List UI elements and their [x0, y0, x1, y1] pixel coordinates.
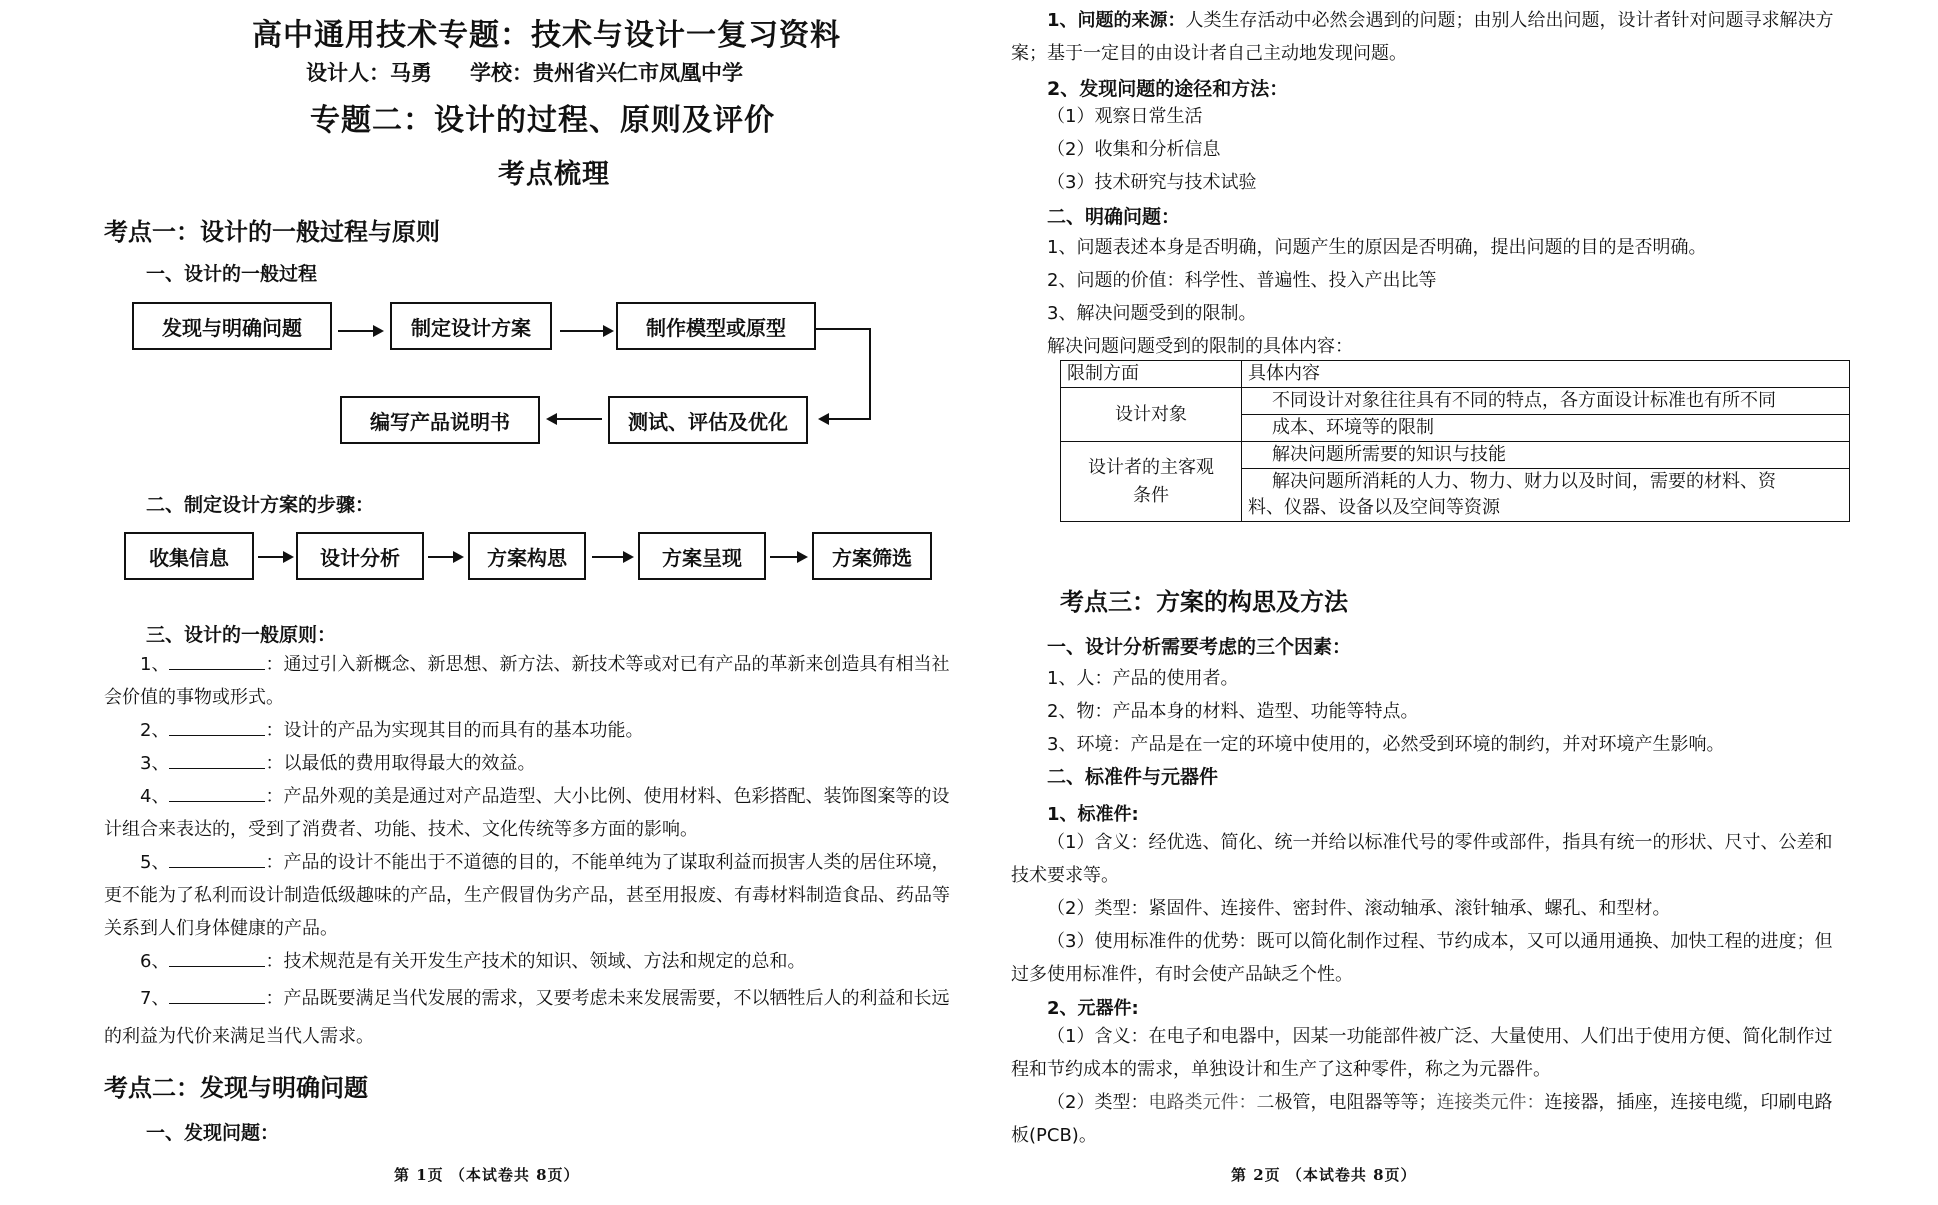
table-header-cell: 具体内容 — [1242, 361, 1850, 388]
step-box-label: 方案筛选 — [832, 545, 912, 570]
fill-blank[interactable] — [169, 651, 265, 670]
principle-number: 6、 — [140, 951, 170, 972]
topic-title: 专题二：设计的过程、原则及评价 — [310, 103, 775, 138]
factor-item: 2、物：产品本身的材料、造型、功能等特点。 — [1047, 701, 1419, 722]
process-box-manual — [340, 396, 540, 444]
fill-blank[interactable] — [169, 717, 265, 736]
principle-5 — [104, 846, 950, 945]
principle-text: ：通过引入新概念、新思想、新方法、新技术等或对已有产品的革新来创造具有相当社会价值的事物或形式。 — [104, 654, 950, 708]
school: 学校：贵州省兴仁市凤凰中学 — [470, 60, 743, 85]
process-box-label: 制作模型或原型 — [646, 315, 786, 340]
table-row — [1061, 442, 1850, 469]
step-box-select — [812, 532, 932, 580]
steps-heading: 二、制定设计方案的步骤： — [146, 494, 375, 516]
principle-text: ：设计的产品为实现其目的而具有的基本功能。 — [265, 720, 644, 741]
ways-heading: 2、发现问题的途径和方法： — [1047, 78, 1289, 100]
table-header-cell: 限制方面 — [1061, 361, 1242, 388]
summary-heading: 考点梳理 — [498, 159, 610, 190]
arrow-right-icon — [560, 330, 612, 332]
problem-source — [1011, 4, 1841, 70]
source-text: 人类生存活动中必然会遇到的问题；由别人给出问题，设计者针对问题寻求解决方案；基于一定目的由设计者自己主动地发现问题。 — [1011, 10, 1834, 64]
principle-6 — [104, 945, 950, 978]
process-box-label: 编写产品说明书 — [370, 409, 510, 434]
process-box-label: 制定设计方案 — [411, 315, 531, 340]
table-cell: 解决问题所需要的知识与技能 — [1242, 442, 1850, 469]
principle-number: 7、 — [140, 988, 170, 1009]
principle-number: 3、 — [140, 753, 170, 774]
step-box-analysis — [296, 532, 424, 580]
principle-1 — [104, 648, 950, 714]
principles-heading: 三、设计的一般原则： — [146, 624, 337, 646]
factors-heading: 一、设计分析需要考虑的三个因素： — [1047, 636, 1352, 658]
table-cell: 设计对象 — [1061, 388, 1242, 442]
step-box-label: 方案呈现 — [662, 545, 742, 570]
principle-2 — [104, 714, 950, 747]
process-box-plan — [390, 302, 552, 350]
fill-blank[interactable] — [169, 750, 265, 769]
arrow-right-icon — [338, 330, 382, 332]
table-cell-line: 设计者的主客观 — [1088, 456, 1214, 478]
factor-item: 1、人：产品的使用者。 — [1047, 668, 1239, 689]
std-meaning: （1）含义：经优选、简化、统一并给以标准代号的零件或部件，指具有统一的形状、尺寸、公差和技术要求等。 — [1011, 832, 1833, 886]
principle-number: 4、 — [140, 786, 170, 807]
table-row — [1061, 388, 1850, 415]
discover-heading: 一、发现问题： — [146, 1122, 280, 1144]
step-box-label: 方案构思 — [487, 545, 567, 570]
arrow-right-icon — [770, 556, 806, 558]
principle-text: ：以最低的费用取得最大的效益。 — [265, 753, 536, 774]
table-cell: 成本、环境等的限制 — [1242, 415, 1850, 442]
comp-types-connect-label: 连接类元件： — [1436, 1092, 1545, 1113]
step-box-concept — [468, 532, 586, 580]
principle-text: ：产品既要满足当代发展的需求，又要考虑未来发展需要，不以牺牲后人的利益和长远的利益为代价来满足当代人需求。 — [104, 988, 950, 1047]
table-row — [1061, 361, 1850, 388]
kp3-heading: 考点三：方案的构思及方法 — [1060, 587, 1348, 616]
fill-blank[interactable] — [169, 783, 265, 802]
comp-types — [1011, 1086, 1841, 1152]
comp-types-label: （2）类型： — [1047, 1092, 1149, 1113]
fill-blank[interactable] — [169, 948, 265, 967]
kp1-heading: 考点一：设计的一般过程与原则 — [104, 217, 440, 246]
fill-blank[interactable] — [169, 849, 265, 868]
process-box-test — [608, 396, 808, 444]
table-cell-line: 解决问题所消耗的人力、物力、财力以及时间，需要的材料、资 — [1272, 471, 1776, 492]
principle-text: ：产品外观的美是通过对产品造型、大小比例、使用材料、色彩搭配、装饰图案等的设计组合来表达的，受到了消费者、功能、技术、文化传统等多方面的影响。 — [104, 786, 950, 840]
connector-line — [869, 328, 871, 420]
arrow-right-icon — [428, 556, 462, 558]
factor-item: 3、环境：产品是在一定的环境中使用的，必然受到环境的制约，并对环境产生影响。 — [1047, 734, 1725, 755]
principle-3 — [104, 747, 950, 780]
std-advantage: （3）使用标准件的优势：既可以简化制作过程、节约成本，又可以通用通换、加快工程的进度；但过多使用标准件，有时会使产品缺乏个性。 — [1011, 931, 1833, 985]
comp-types-circuit-label: 电路类元件： — [1148, 1092, 1257, 1113]
clarify-heading: 二、明确问题： — [1047, 206, 1181, 228]
principle-text: ：技术规范是有关开发生产技术的知识、领域、方法和规定的总和。 — [265, 951, 806, 972]
page-footer: 第 1页 （本试卷共 8页） — [394, 1166, 580, 1184]
comp-types-connect: 连接器，插座，连接电缆，印刷电路板(PCB)。 — [1011, 1092, 1833, 1146]
arrow-left-icon — [548, 418, 602, 420]
principle-7 — [104, 980, 950, 1056]
doc-title: 高中通用技术专题：技术与设计一复习资料 — [252, 18, 841, 53]
source-label: 1、问题的来源： — [1047, 10, 1186, 31]
limit-intro: 解决问题问题受到的限制的具体内容： — [1047, 336, 1353, 357]
principle-4 — [104, 780, 950, 846]
kp2-heading: 考点二：发现与明确问题 — [104, 1073, 368, 1102]
clarify-item: 2、问题的价值：科学性、普遍性、投入产出比等 — [1047, 270, 1437, 291]
std-heading: 二、标准件与元器件 — [1047, 766, 1219, 788]
process-heading: 一、设计的一般过程 — [146, 263, 318, 285]
page-footer: 第 2页 （本试卷共 8页） — [1231, 1166, 1417, 1184]
fill-blank[interactable] — [169, 985, 265, 1004]
process-box-label: 测试、评估及优化 — [628, 409, 788, 434]
std-types: （2）类型：紧固件、连接件、密封件、滚动轴承、滚针轴承、螺孔、和型材。 — [1047, 898, 1671, 919]
author: 设计人：马勇 — [306, 60, 432, 85]
arrow-left-icon — [820, 418, 870, 420]
comp-subheading: 2、元器件: — [1047, 998, 1139, 1019]
principle-number: 1、 — [140, 654, 170, 675]
way-item: （3）技术研究与技术试验 — [1047, 172, 1257, 193]
principle-number: 5、 — [140, 852, 170, 873]
principle-number: 2、 — [140, 720, 170, 741]
step-box-label: 设计分析 — [320, 545, 400, 570]
table-cell — [1061, 442, 1242, 522]
table-cell-line: 条件 — [1133, 484, 1169, 506]
process-box-model — [616, 302, 816, 350]
connector-line — [816, 328, 870, 330]
way-item: （2）收集和分析信息 — [1047, 139, 1221, 160]
arrow-right-icon — [592, 556, 632, 558]
process-box-label: 发现与明确问题 — [162, 315, 302, 340]
std-subheading: 1、标准件: — [1047, 804, 1139, 825]
comp-types-circuit: 二极管，电阻器等等； — [1256, 1092, 1437, 1113]
principle-text: ：产品的设计不能出于不道德的目的，不能单纯为了谋取利益而损害人类的居住环境，更不能为了私利而设计制造低级趣味的产品，生产假冒伪劣产品，甚至用报废、有毒材料制造食品、药品等关系到人们身体健康的产品。 — [104, 852, 950, 939]
limits-table — [1060, 360, 1850, 522]
table-cell-line: 料、仪器、设备以及空间等资源 — [1248, 497, 1500, 518]
arrow-right-icon — [258, 556, 292, 558]
page-2 — [969, 0, 1938, 1205]
clarify-item: 3、解决问题受到的限制。 — [1047, 303, 1257, 324]
way-item: （1）观察日常生活 — [1047, 106, 1203, 127]
process-box-discover — [132, 302, 332, 350]
table-cell — [1242, 469, 1850, 522]
comp-meaning: （1）含义：在电子和电器中，因某一功能部件被广泛、大量使用、人们出于使用方便、简化制作过程和节约成本的需求，单独设计和生产了这种零件，称之为元器件。 — [1011, 1026, 1833, 1080]
step-box-present — [638, 532, 766, 580]
step-box-label: 收集信息 — [149, 545, 229, 570]
table-cell: 不同设计对象往往具有不同的特点，各方面设计标准也有所不同 — [1242, 388, 1850, 415]
clarify-item: 1、问题表述本身是否明确，问题产生的原因是否明确，提出问题的目的是否明确。 — [1047, 237, 1707, 258]
step-box-collect — [124, 532, 254, 580]
